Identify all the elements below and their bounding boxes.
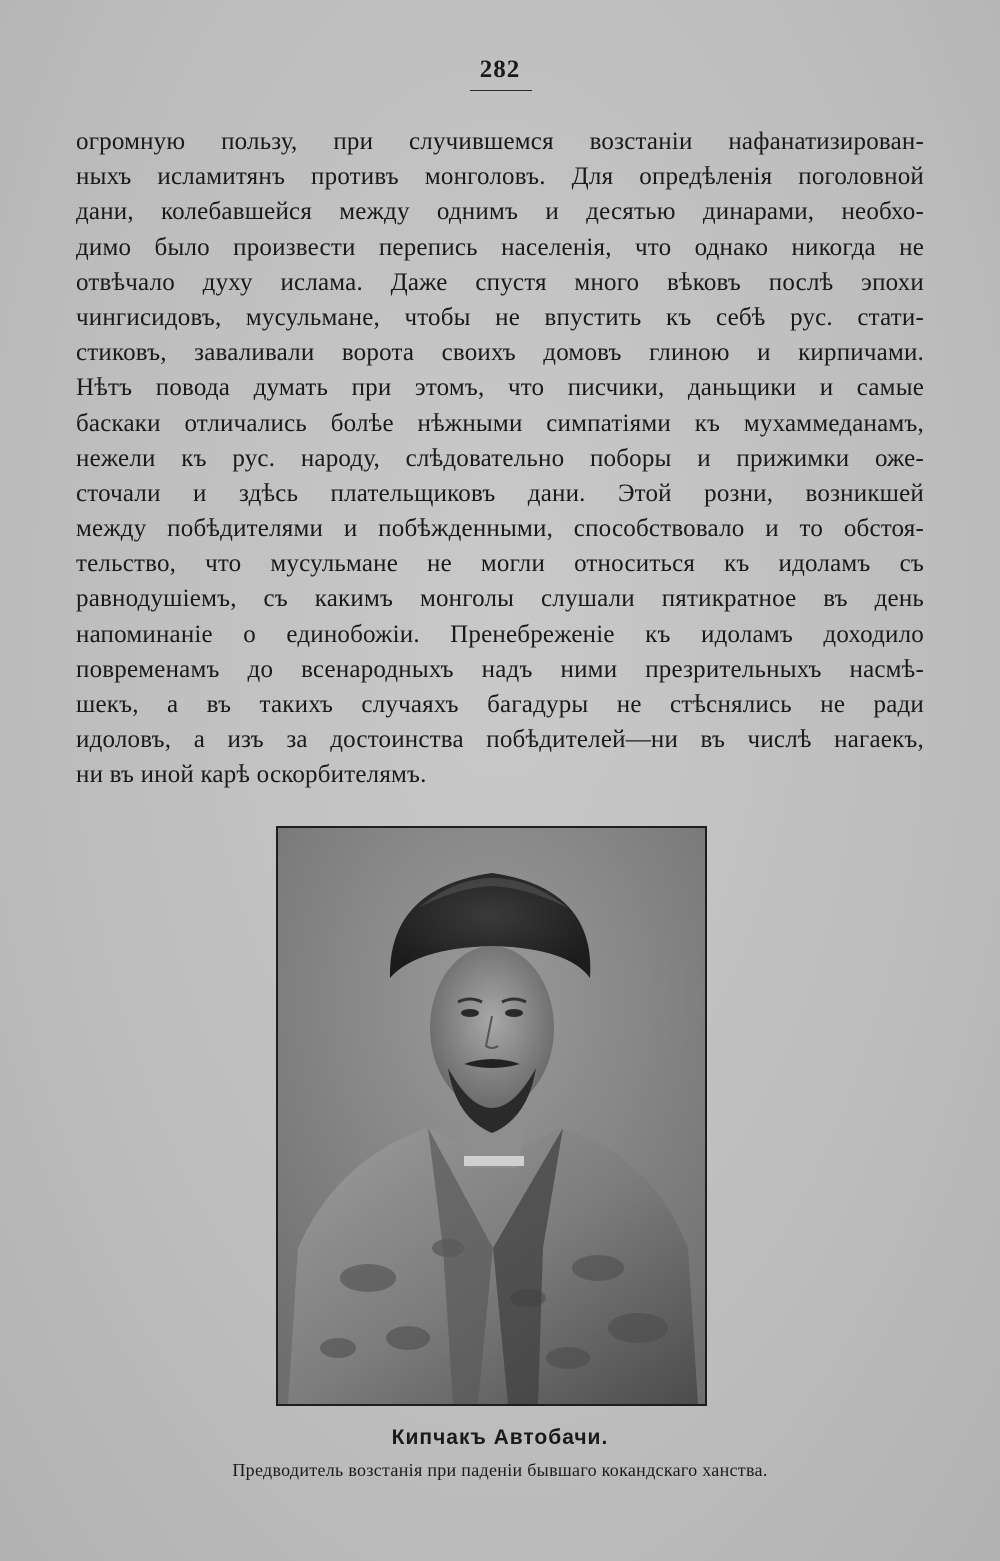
text-line: отвѣчало духу ислама. Даже спустя много вѣковъ послѣ эпохи (76, 268, 924, 296)
text-line: чингисидовъ, мусульмане, чтобы не впустить къ себѣ рус. стати- (76, 303, 924, 331)
text-line: Нѣтъ повода думать при этомъ, что писчики, даньщики и самые (76, 374, 924, 402)
text-line: нежели къ рус. народу, слѣдовательно поборы и прижимки оже- (76, 444, 924, 472)
text-line: дани, колебавшейся между однимъ и десятью динарами, необхо- (76, 198, 924, 226)
text-line: равнодушiемъ, съ какимъ монголы слушали пятикратное въ день (76, 585, 924, 613)
portrait-image (278, 828, 705, 1404)
figure-caption-subtitle: Предводитель возстанiя при паденiи бывшаго кокандскаго ханства. (232, 1460, 768, 1480)
text-line: между побѣдителями и побѣжденными, способствовало и то обстоя- (76, 515, 924, 543)
figure-caption-title: Кипчакъ Автобачи. (391, 1426, 609, 1449)
text-line: тельство, что мусульмане не могли относиться къ идоламъ съ (76, 550, 924, 578)
portrait-photograph (276, 826, 707, 1406)
text-line: димо было произвести перепись населенiя, что однако никогда не (76, 233, 924, 261)
text-line: ныхъ исламитянъ противъ монголовъ. Для опредѣленiя поголовной (76, 163, 924, 191)
text-line: напоминанiе о единобожiи. Пренебреженiе къ идоламъ доходило (76, 620, 924, 648)
text-line: шекъ, а въ такихъ случаяхъ багадуры не стѣснялись не ради (76, 691, 924, 718)
text-line: повременамъ до всенародныхъ надъ ними презрительныхъ насмѣ- (76, 655, 924, 683)
body-paragraph (76, 124, 924, 793)
text-line: ни въ иной карѣ оскорбителямъ. (76, 761, 427, 789)
text-line: огромную пользу, при случившемся возстанiи нафанатизирован- (76, 128, 924, 155)
text-line: баскаки отличались болѣе нѣжными симпатiями къ мухаммеданамъ, (76, 409, 924, 437)
text-line: сточали и здѣсь плательщиковъ дани. Этой розни, возникшей (76, 479, 924, 507)
text-line: идоловъ, а изъ за достоинства побѣдителей—ни въ числѣ нагаекъ, (76, 726, 924, 754)
page-number: 282 (479, 56, 521, 83)
page-number-underline (470, 90, 532, 91)
text-line: стиковъ, заваливали ворота своихъ домовъ глиною и кирпичами. (76, 339, 924, 367)
